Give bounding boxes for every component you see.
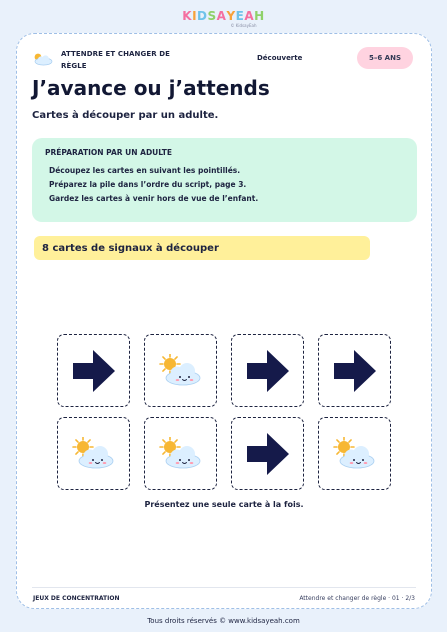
page-subtitle: Cartes à découper par un adulte.: [32, 110, 219, 121]
brand-tagline: © KidsayEah: [230, 23, 257, 28]
arrow-right-icon: [71, 348, 117, 394]
activity-title: ATTENDRE ET CHANGER DE RÈGLE: [61, 50, 171, 70]
signal-card-arrow: [318, 334, 391, 407]
brand-name: KIDSAYEAH: [182, 9, 265, 23]
signal-card-cloud: [144, 417, 217, 490]
age-badge: 5–6 ANS: [357, 47, 413, 69]
section-banner: 8 cartes de signaux à découper: [34, 236, 370, 260]
worksheet-card: [16, 33, 432, 609]
activity-theme: Découverte: [257, 54, 303, 62]
cloud-sun-icon: [158, 437, 204, 471]
footer-divider: [32, 587, 416, 588]
arrow-right-icon: [332, 348, 378, 394]
cloud-sun-icon: [31, 52, 53, 66]
brand-logo: [0, 7, 447, 28]
signal-card-cloud: [57, 417, 130, 490]
arrow-right-icon: [245, 348, 291, 394]
signal-card-arrow: [231, 334, 304, 407]
signal-card-cloud: [144, 334, 217, 407]
preparation-title: PRÉPARATION PAR UN ADULTE: [45, 148, 173, 157]
cloud-sun-icon: [158, 354, 204, 388]
cloud-sun-icon: [332, 437, 378, 471]
preparation-item: Gardez les cartes à venir hors de vue de l’enfant.: [49, 194, 259, 203]
signal-card-arrow: [231, 417, 304, 490]
preparation-box: [32, 138, 417, 222]
footer-category: JEUX DE CONCENTRATION: [33, 595, 120, 602]
signal-card-arrow: [57, 334, 130, 407]
cloud-sun-icon: [71, 437, 117, 471]
preparation-item: Préparez la pile dans l’ordre du script, page 3.: [49, 180, 247, 189]
preparation-item: Découpez les cartes en suivant les pointillés.: [49, 166, 241, 175]
copyright: Tous droits réservés © www.kidsayeah.com: [147, 617, 300, 625]
arrow-right-icon: [245, 431, 291, 477]
footer-page-info: Attendre et changer de règle · 01 · 2/3: [299, 595, 415, 602]
page-title: J’avance ou j’attends: [32, 76, 270, 100]
signal-cards-grid: [57, 334, 391, 490]
preparation-list: [49, 164, 258, 206]
signal-card-cloud: [318, 417, 391, 490]
instruction-note: Présentez une seule carte à la fois.: [144, 500, 304, 509]
